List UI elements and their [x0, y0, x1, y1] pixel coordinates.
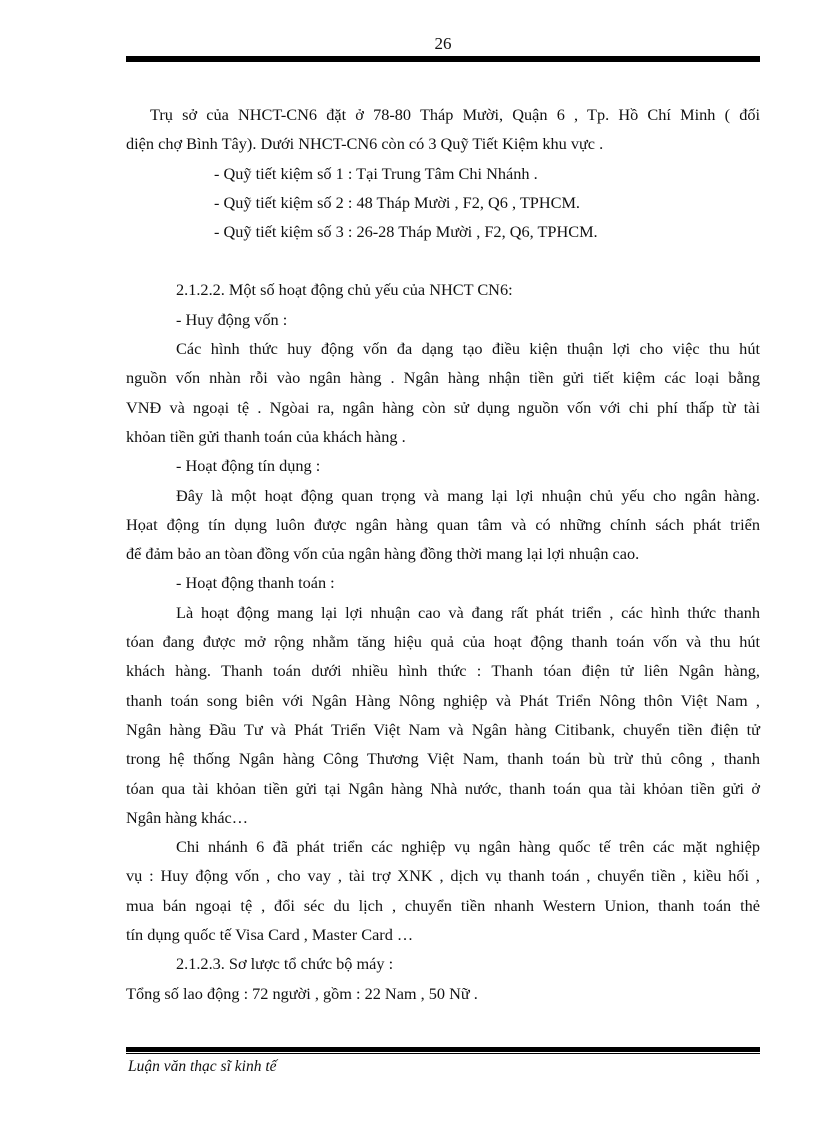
paragraph-line: trong hệ thống Ngân hàng Công Thương Việt Nam, thanh toán bù trừ thủ công , thanh: [126, 749, 760, 769]
paragraph-line: Là hoạt động mang lại lợi nhuận cao và đang rất phát triển , các hình thức thanh: [176, 602, 760, 622]
paragraph-line: Chi nhánh 6 đã phát triển các nghiệp vụ ngân hàng quốc tế trên các mặt nghiệp: [176, 837, 760, 857]
paragraph-line: Tổng số lao động : 72 người , gồm : 22 Nam , 50 Nữ .: [126, 983, 478, 1003]
section-heading: 2.1.2.2. Một số hoạt động chủ yếu của NHCT CN6:: [176, 280, 513, 300]
subsection-title: - Hoạt động thanh toán :: [176, 573, 335, 593]
paragraph-line: Các hình thức huy động vốn đa dạng tạo điều kiện thuận lợi cho việc thu hút: [176, 339, 760, 359]
paragraph-line: Đây là một hoạt động quan trọng và mang lại lợi nhuận chủ yếu cho ngân hàng.: [176, 485, 760, 505]
spacer: [126, 246, 760, 275]
page-number: 26: [434, 34, 452, 53]
paragraph-line: VNĐ và ngoại tệ . Ngòai ra, ngân hàng còn sử dụng nguồn vốn với chi phí thấp từ tài: [126, 397, 760, 417]
list-item: - Quỹ tiết kiệm số 1 : Tại Trung Tâm Chi Nhánh .: [214, 163, 538, 183]
subsection-title: - Huy động vốn :: [176, 309, 288, 329]
header-rule: [126, 56, 760, 62]
paragraph-line: để đảm bảo an tòan đồng vốn của ngân hàng đồng thời mang lại lợi nhuận cao.: [126, 544, 640, 564]
paragraph-line: tín dụng quốc tế Visa Card , Master Card …: [126, 925, 414, 945]
subsection-title: - Hoạt động tín dụng :: [176, 456, 321, 476]
section-heading: 2.1.2.3. Sơ lược tổ chức bộ máy :: [176, 954, 394, 974]
paragraph-line: diện chợ Bình Tây). Dưới NHCT-CN6 còn có 3 Quỹ Tiết Kiệm khu vực .: [126, 134, 604, 154]
paragraph-line: khỏan tiền gửi thanh toán của khách hàng .: [126, 426, 406, 446]
paragraph-line: Ngân hàng Đầu Tư và Phát Triển Việt Nam và Ngân hàng Citibank, chuyển tiền điện tử: [126, 719, 760, 739]
paragraph-line: khách hàng. Thanh toán dưới nhiều hình thức : Thanh tóan điện tử liên Ngân hàng,: [126, 661, 760, 681]
footer-rule-thin: [126, 1053, 760, 1054]
paragraph-line: Trụ sở của NHCT-CN6 đặt ở 78-80 Tháp Mười, Quận 6 , Tp. Hồ Chí Minh ( đối: [150, 105, 760, 124]
paragraph-line: nguồn vốn nhàn rỗi vào ngân hàng . Ngân hàng nhận tiền gửi tiết kiệm các loại bằng: [126, 368, 760, 388]
list-item: - Quỹ tiết kiệm số 3 : 26-28 Tháp Mười , F2, Q6, TPHCM.: [214, 222, 598, 242]
paragraph-line: mua bán ngoại tệ , đổi séc du lịch , chuyển tiền nhanh Western Union, thanh toán thẻ: [126, 895, 760, 915]
paragraph-line: thanh toán song biên với Ngân Hàng Nông nghiệp và Phát Triển Nông thôn Việt Nam ,: [126, 690, 760, 710]
paragraph-line: vụ : Huy động vốn , cho vay , tài trợ XNK , dịch vụ thanh toán , chuyển tiền , kiều hối ,: [126, 866, 760, 886]
paragraph-line: Họat động tín dụng luôn được ngân hàng quan tâm và có những chính sách phát triển: [126, 514, 760, 534]
paragraph-line: Ngân hàng khác…: [126, 807, 249, 827]
footer-text: Luận văn thạc sĩ kinh tế: [128, 1058, 277, 1075]
list-item: - Quỹ tiết kiệm số 2 : 48 Tháp Mười , F2, Q6 , TPHCM.: [214, 192, 580, 212]
paragraph-line: tóan đang được mở rộng nhằm tăng hiệu quả của hoạt động thanh toán vốn và thu hút: [126, 632, 760, 652]
footer-rule: [126, 1047, 760, 1052]
paragraph-line: tóan qua tài khỏan tiền gửi tại Ngân hàng Nhà nước, thanh toán qua tài khỏan tiền gửi ở: [126, 778, 760, 798]
page-body: [126, 100, 760, 1008]
